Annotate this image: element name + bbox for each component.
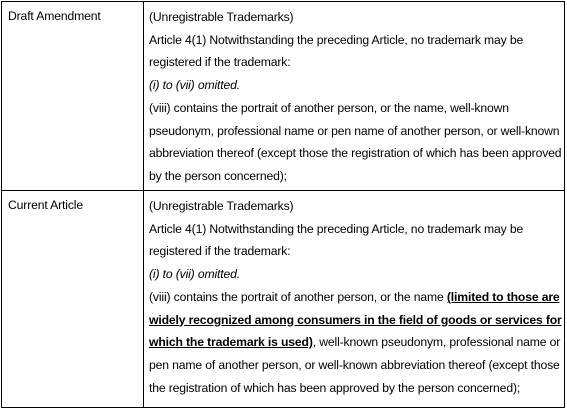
text-segment: pseudonym, professional name or pen name of another person, or well-known	[149, 123, 560, 138]
row-label: Draft Amendment	[8, 9, 101, 23]
comparison-table	[1, 1, 565, 408]
text-line	[149, 120, 560, 143]
text-segment: by the person concerned);	[149, 168, 287, 183]
amended-text: (limited to those are	[446, 289, 560, 304]
amended-text: which the trademark is used)	[149, 335, 313, 350]
text-segment: registered if the trademark:	[149, 55, 291, 70]
text-segment-italic: (i) to (vii) omitted.	[149, 267, 240, 282]
text-line	[149, 29, 560, 52]
text-segment: (viii) contains the portrait of another person, or the name	[149, 289, 447, 304]
text-line	[149, 377, 560, 400]
text-line	[149, 309, 560, 332]
article-text-cell	[144, 2, 565, 191]
text-segment: registered if the trademark:	[149, 244, 291, 259]
text-segment: Article 4(1) Notwithstanding the preceding Article, no trademark may be	[149, 32, 524, 47]
table-row-draft-amendment	[2, 2, 565, 191]
text-line	[149, 165, 560, 188]
text-line	[149, 263, 560, 286]
amended-text: widely recognized among consumers in the field of goods or services for	[149, 312, 562, 327]
table-row-current-article	[2, 191, 565, 408]
text-segment: (Unregistrable Trademarks)	[149, 199, 294, 213]
text-line	[149, 195, 560, 218]
text-segment-italic: (i) to (vii) omitted.	[149, 78, 240, 93]
text-line	[149, 97, 560, 120]
text-line	[149, 51, 560, 74]
text-line	[149, 74, 560, 97]
text-line	[149, 240, 560, 263]
row-label: Current Article	[8, 198, 83, 212]
row-label-cell	[2, 2, 144, 191]
text-segment: abbreviation thereof (except those the registration of which has been approved	[149, 146, 562, 161]
text-line	[149, 6, 560, 29]
text-line	[149, 286, 560, 309]
text-line	[149, 331, 560, 354]
text-segment: Article 4(1) Notwithstanding the preceding Article, no trademark may be	[149, 221, 524, 236]
text-line	[149, 142, 560, 165]
text-segment: pen name of another person, or well-known abbreviation thereof (except those	[149, 357, 560, 372]
text-segment: (Unregistrable Trademarks)	[149, 10, 294, 24]
text-segment: the registration of which has been approved by the person concerned);	[149, 380, 521, 395]
article-text-cell	[144, 191, 565, 408]
text-line	[149, 354, 560, 377]
text-segment: , well-known pseudonym, professional name or	[312, 335, 561, 350]
text-line	[149, 218, 560, 241]
row-label-cell	[2, 191, 144, 408]
text-segment: (viii) contains the portrait of another person, or the name, well-known	[149, 100, 509, 115]
